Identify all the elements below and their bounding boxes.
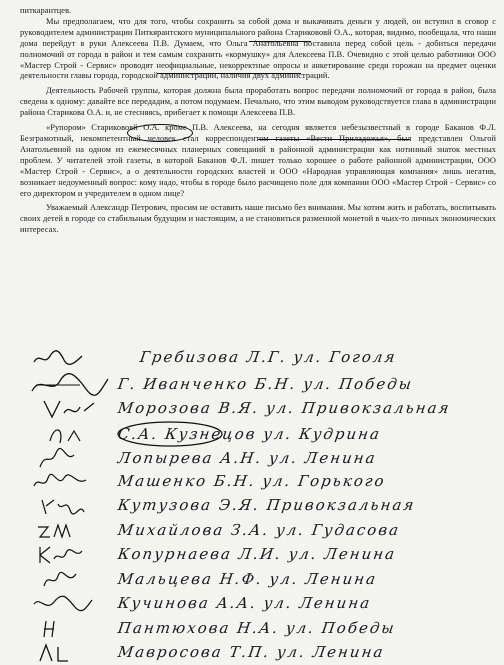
signature-text: Мальцева Н.Ф. ул. Ленина — [116, 570, 379, 588]
handwritten-signature-mark — [30, 395, 110, 421]
underline-mark — [258, 138, 410, 140]
letter-paragraph-1: Мы предполагаем, что для того, чтобы сохранить за собой дома и выкачивать деньги у людей, он вступил в сговор с руководителем администрации Питкярантского муниципального района Старикововй О.А., которая, видимо, пообещала, что наши дома перейдут в руки Алексеева П.В. Думаем, что Ольга Анатольевна поставила перед собой цель - добиться передачи полномочий от города в район и тем самым сохранить «кормушку» для Алексеева П.В. Очевидно с этой целью работники ООО «Мастер Строй - Сервис» проводят неофициальные, некорректные опросы и анкетирование среди горожан на предмет оценки деятельности главы города, городской администрации, наличия двух администраций. — [20, 16, 496, 81]
handwritten-signature-mark — [30, 639, 110, 665]
handwritten-signature-mark — [30, 566, 110, 592]
letter-paragraph-3: «Рупором» Старикововй О.А. кроме П.В. Алексеева, на сегодня является небезызвестный в городе Баканов Ф.Л. Безграмотный, некомпетентный человек стал корреспондентом газеты «Вести Приладожья», был представлен Ольгой Анатольевной на одном из ежемесячных планерных совещаний в районной администрации как нотинный знаток местных проблем. У читателей этой газеты, в которой Баканов Ф.Л. пишет только хорошее о работе районной администрации, ООО «Мастер Строй - Сервис», а о деятельности городских властей и ООО «Народная управляющая компания» лишь негатив, возникает недоуменный вопрос: кому надо, чтобы в городе было расчищено поле для компании ООО «Мастер Строй - Сервис» со его директором и учредителем в одном лице? — [20, 123, 496, 198]
letter-paragraph-0: питкарантцев. — [20, 6, 72, 15]
signature-text: Машенко Б.Н. ул. Горького — [116, 472, 387, 490]
signature-row — [0, 615, 504, 641]
signature-text: С.А. Кузнецов ул. Кудрина — [116, 425, 383, 443]
signature-text: Лопырева А.Н. ул. Ленина — [116, 449, 378, 467]
signature-row — [0, 468, 504, 494]
signature-row — [0, 590, 504, 616]
signature-text: Гребизова Л.Г. ул. Гоголя — [138, 348, 398, 366]
signature-text: Кучинова А.А. ул. Ленина — [116, 594, 373, 612]
handwritten-signature-mark — [30, 344, 110, 370]
signature-row — [0, 371, 504, 397]
underline-mark — [157, 72, 301, 74]
handwritten-signature-mark — [30, 615, 110, 641]
signature-text: Г. Иванченко Б.Н. ул. Победы — [116, 375, 415, 393]
handwritten-signature-mark — [30, 371, 110, 397]
signature-text: Кутузова Э.Я. Привокзальная — [116, 496, 417, 514]
signature-row — [0, 344, 504, 370]
signature-text: Пантюхова Н.А. ул. Победы — [116, 619, 397, 637]
signature-row — [0, 517, 504, 543]
handwritten-signature-mark — [30, 590, 110, 616]
signature-row — [0, 566, 504, 592]
signature-text: Копурнаева Л.И. ул. Ленина — [116, 545, 398, 563]
underline-mark — [249, 40, 311, 42]
signature-list — [0, 344, 504, 665]
handwritten-signature-mark — [30, 468, 110, 494]
signature-text: Морозова В.Я. ул. Привокзальная — [116, 399, 452, 417]
circled-phrase-mark — [127, 124, 193, 142]
signature-row — [0, 395, 504, 421]
handwritten-signature-mark — [30, 421, 110, 447]
handwritten-signature-mark — [30, 517, 110, 543]
handwritten-signature-mark — [30, 492, 110, 518]
signature-text: Михайлова З.А. ул. Гудасова — [116, 521, 402, 539]
handwritten-signature-mark — [30, 541, 110, 567]
signature-row — [0, 421, 504, 447]
letter-paragraph-4: Уважаемый Александр Петрович, просим не оставить наше письмо без внимания. Мы хотим жить и работать, воспитывать своих детей в городе со стабильным будущим и настоящим, а не становиться разменной монетой в чьих-то личных экономических интересах. — [20, 203, 496, 235]
signature-row — [0, 492, 504, 518]
signature-row — [0, 639, 504, 665]
letter-paragraph-2: Деятельность Рабочей группы, которая должна была проработать вопрос передачи полномочий от города в район, была сведена к одному: давайте все передадим, а потом подумаем. Печально, что этим выводом руководствуется глава в администрации района Старикова О.А. и, не стесняясь, прибегает к помощи Алексеева П.В. — [20, 86, 496, 118]
signature-row — [0, 541, 504, 567]
signature-text: Мавросова Т.П. ул. Ленина — [116, 643, 386, 661]
